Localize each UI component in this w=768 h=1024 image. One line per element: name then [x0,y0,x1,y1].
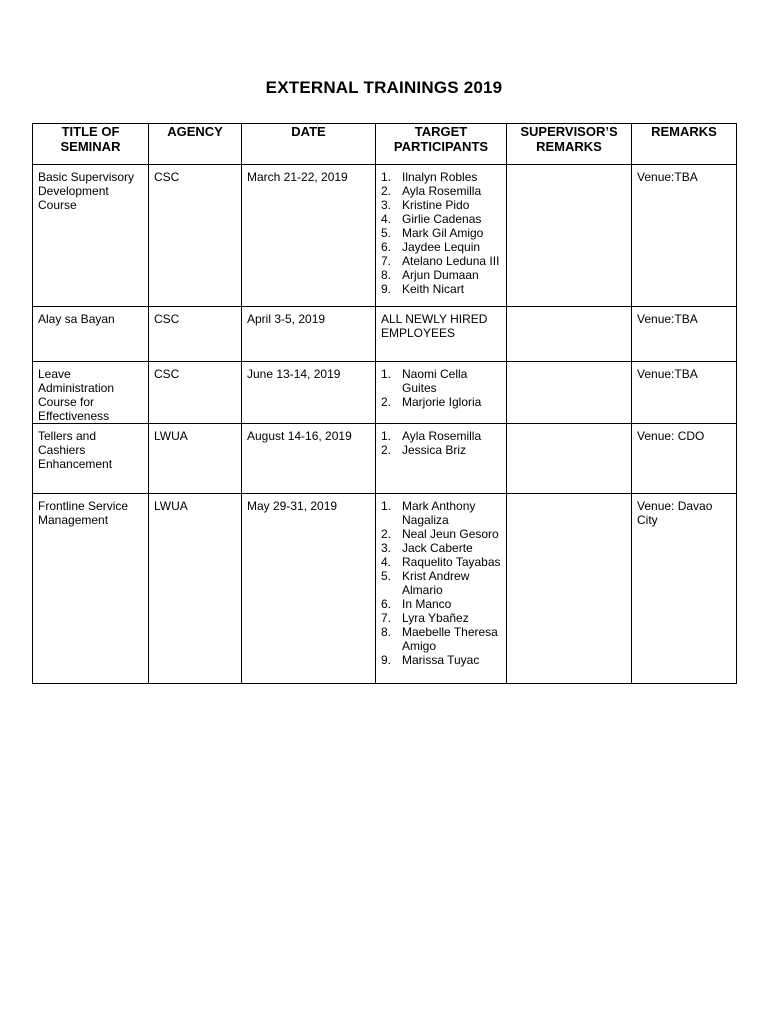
participant-number: 5. [381,226,392,240]
table-row [33,494,737,684]
participant-name: Maebelle Theresa Amigo [402,625,498,653]
date-cell: March 21-22, 2019 [242,165,376,307]
supervisor-remarks-cell [507,165,632,307]
participant-item [381,443,501,457]
participant-name: Girlie Cadenas [402,212,482,226]
participant-item [381,555,501,569]
participant-name: In Manco [402,597,452,611]
participant-number: 1. [381,170,392,184]
participant-number: 1. [381,367,392,381]
header-supervisors-remarks: SUPERVISOR’S REMARKS [507,124,632,165]
table-row [33,362,737,424]
participants-list [381,499,501,667]
participant-item [381,499,501,527]
agency-cell: LWUA [149,424,242,494]
participants-cell [376,165,507,307]
participant-item [381,367,501,395]
participant-name: Kristine Pido [402,198,470,212]
remarks-cell: Venue: Davao City [632,494,737,684]
participant-number: 6. [381,597,392,611]
participant-item [381,653,501,667]
participant-name: Atelano Leduna III [402,254,500,268]
participant-number: 7. [381,254,392,268]
participant-number: 2. [381,395,392,409]
supervisor-remarks-cell [507,307,632,362]
agency-cell: CSC [149,165,242,307]
participant-item [381,240,501,254]
participant-number: 3. [381,198,392,212]
agency-cell: CSC [149,362,242,424]
participant-number: 9. [381,282,392,296]
table-row [33,424,737,494]
seminar-title-cell: Basic Supervisory Development Course [33,165,149,307]
participant-item [381,541,501,555]
participant-number: 2. [381,527,392,541]
participant-number: 9. [381,653,392,667]
participant-item [381,282,501,296]
participant-item [381,395,501,409]
participants-cell: ALL NEWLY HIRED EMPLOYEES [376,307,507,362]
participant-item [381,597,501,611]
participant-item [381,625,501,653]
participant-number: 1. [381,429,392,443]
participant-name: Marjorie Igloria [402,395,482,409]
seminar-title-cell: Tellers and Cashiers Enhancement [33,424,149,494]
participant-number: 4. [381,555,392,569]
participant-name: Lyra Ybañez [402,611,469,625]
participant-name: Keith Nicart [402,282,465,296]
participant-item [381,569,501,597]
header-title-of-seminar: TITLE OF SEMINAR [33,124,149,165]
date-cell: August 14-16, 2019 [242,424,376,494]
table-header-row [33,124,737,165]
header-agency: AGENCY [149,124,242,165]
table-row [33,165,737,307]
participant-name: Krist Andrew Almario [402,569,470,597]
participant-name: Raquelito Tayabas [402,555,501,569]
participants-cell [376,424,507,494]
seminar-title-cell: Leave Administration Course for Effectiveness [33,362,149,424]
participant-number: 1. [381,499,392,513]
participant-name: Marissa Tuyac [402,653,480,667]
date-cell: June 13-14, 2019 [242,362,376,424]
participant-item [381,198,501,212]
participant-name: Mark Gil Amigo [402,226,484,240]
remarks-cell: Venue: CDO [632,424,737,494]
participant-name: Naomi Cella Guites [402,367,468,395]
participant-number: 4. [381,212,392,226]
participant-number: 7. [381,611,392,625]
participant-number: 2. [381,443,392,457]
table-row [33,307,737,362]
participant-number: 6. [381,240,392,254]
participant-item [381,184,501,198]
seminar-title-cell: Alay sa Bayan [33,307,149,362]
participant-number: 3. [381,541,392,555]
participants-list [381,367,501,409]
participant-number: 5. [381,569,392,583]
trainings-table [32,123,737,684]
participants-list [381,429,501,457]
participant-item [381,527,501,541]
participants-list [381,170,501,296]
participant-name: Ayla Rosemilla [402,184,482,198]
participant-item [381,429,501,443]
participant-item [381,212,501,226]
participant-name: Ayla Rosemilla [402,429,482,443]
participant-name: Jaydee Lequin [402,240,481,254]
participant-name: Neal Jeun Gesoro [402,527,499,541]
supervisor-remarks-cell [507,494,632,684]
participant-name: Arjun Dumaan [402,268,479,282]
participants-cell [376,494,507,684]
remarks-cell: Venue:TBA [632,362,737,424]
seminar-title-cell: Frontline Service Management [33,494,149,684]
participant-item [381,268,501,282]
participant-item [381,226,501,240]
remarks-cell: Venue:TBA [632,165,737,307]
participants-cell [376,362,507,424]
header-target-participants: TARGET PARTICIPANTS [376,124,507,165]
agency-cell: CSC [149,307,242,362]
date-cell: April 3-5, 2019 [242,307,376,362]
header-remarks: REMARKS [632,124,737,165]
participant-number: 8. [381,625,392,639]
header-date: DATE [242,124,376,165]
participant-name: Ilnalyn Robles [402,170,478,184]
participant-name: Jessica Briz [402,443,467,457]
supervisor-remarks-cell [507,424,632,494]
date-cell: May 29-31, 2019 [242,494,376,684]
participant-name: Jack Caberte [402,541,473,555]
participant-item [381,611,501,625]
participant-item [381,170,501,184]
agency-cell: LWUA [149,494,242,684]
participant-name: Mark Anthony Nagaliza [402,499,476,527]
remarks-cell: Venue:TBA [632,307,737,362]
participant-number: 8. [381,268,392,282]
supervisor-remarks-cell [507,362,632,424]
participant-number: 2. [381,184,392,198]
participant-item [381,254,501,268]
document-title: EXTERNAL TRAININGS 2019 [265,78,503,97]
